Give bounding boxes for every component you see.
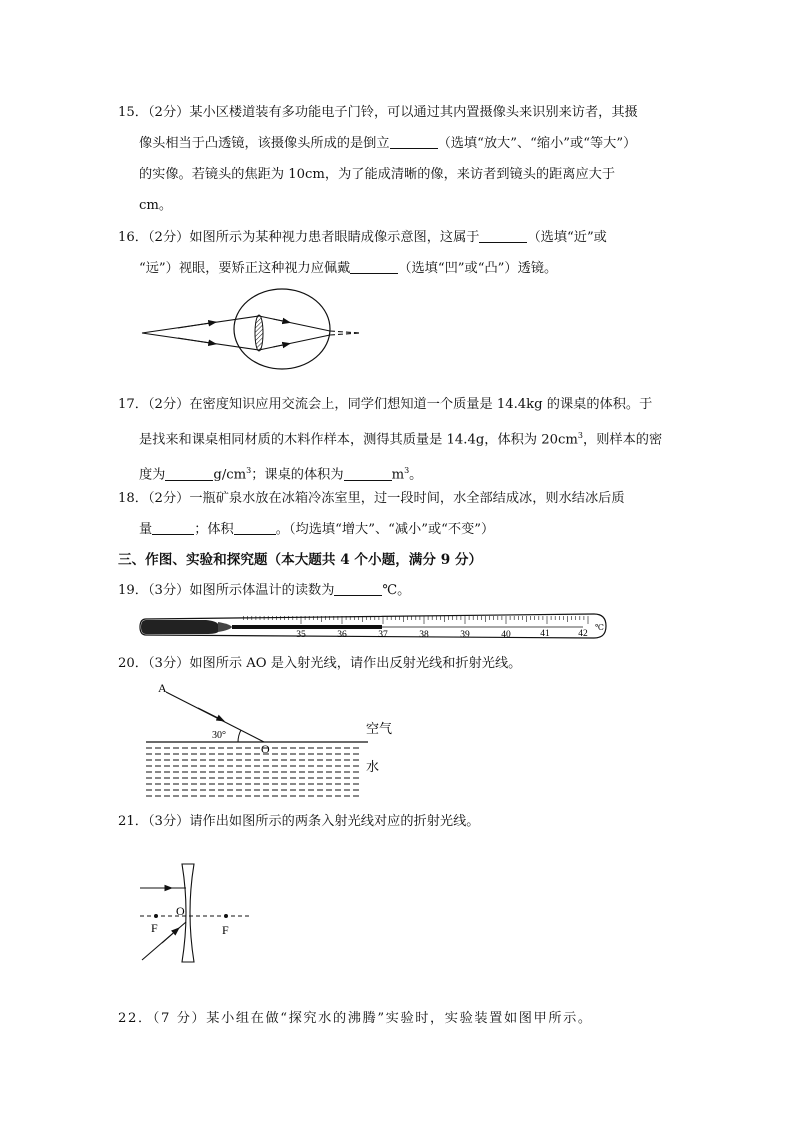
q19-text: 19．（3分）如图所示体温计的读数为 bbox=[118, 583, 335, 598]
tick-label-39: 39 bbox=[460, 630, 470, 640]
q17-unit-density: g/cm bbox=[213, 467, 247, 483]
incident-ray-oblique-arrow bbox=[162, 928, 179, 943]
answer-blank[interactable] bbox=[152, 520, 194, 535]
q15-line-1: 15．（2分）某小区楼道装有多功能电子门铃，可以通过其内置摄像头来识别来访者，其摄 bbox=[118, 105, 638, 120]
tick-label-38: 38 bbox=[419, 630, 429, 640]
optical-center-label: O bbox=[176, 904, 185, 918]
q17-line-2b: ，则样本的密 bbox=[583, 432, 663, 448]
answer-blank[interactable] bbox=[334, 581, 382, 596]
ray-arrow bbox=[273, 344, 290, 348]
q15-line-4: cm。 bbox=[139, 198, 173, 213]
ray-arrow bbox=[178, 322, 216, 328]
tick-label-42: 42 bbox=[578, 629, 588, 639]
ray-arrow bbox=[273, 319, 290, 323]
section-3-heading: 三、作图、实验和探究题（本大题共 4 个小题，满分 9 分） bbox=[118, 552, 483, 568]
tick-label-37: 37 bbox=[378, 630, 388, 640]
q17-line-3a: 度为 bbox=[139, 467, 166, 483]
angle-label: 30° bbox=[212, 730, 226, 741]
tick-label-36: 36 bbox=[337, 630, 347, 640]
tick-label-35: 35 bbox=[296, 630, 306, 640]
q17-line-3c: ；课桌的体积为 bbox=[251, 467, 344, 483]
q16-line-1b: （选填“近”或 bbox=[527, 230, 607, 245]
q18-line-2a: 量 bbox=[139, 522, 153, 537]
eye-lens bbox=[255, 315, 263, 351]
water-label: 水 bbox=[366, 759, 380, 774]
answer-blank[interactable] bbox=[390, 134, 438, 149]
question-17 bbox=[118, 389, 678, 491]
point-O-label: O bbox=[261, 742, 270, 756]
water-region bbox=[146, 748, 362, 796]
q16-line-2a: “远”）视眼，要矫正这种视力应佩戴 bbox=[139, 261, 351, 276]
air-label: 空气 bbox=[366, 721, 393, 736]
focus-left bbox=[154, 914, 158, 918]
question-21 bbox=[118, 806, 678, 837]
eyeball-outline bbox=[234, 289, 330, 369]
answer-blank[interactable] bbox=[234, 520, 276, 535]
q18-line-1: 18．（2分）一瓶矿泉水放在冰箱冷冻室里，过一段时间，水全部结成冰，则水结冰后质 bbox=[118, 491, 625, 506]
eye-diagram bbox=[138, 288, 368, 370]
question-15 bbox=[118, 97, 678, 221]
answer-blank[interactable] bbox=[165, 466, 213, 481]
answer-blank[interactable] bbox=[350, 259, 398, 274]
q21-text: 21．（3分）请作出如图所示的两条入射光线对应的折射光线。 bbox=[118, 814, 480, 829]
extended-ray-dashed bbox=[330, 333, 360, 335]
tick-label-41: 41 bbox=[540, 629, 550, 639]
question-16 bbox=[118, 222, 678, 284]
superscript: 3 bbox=[577, 431, 584, 440]
thermometer bbox=[138, 610, 610, 644]
question-18 bbox=[118, 483, 678, 545]
refracted-ray bbox=[259, 335, 330, 350]
q16-line-2b: （选填“凹”或“凸”）透镜。 bbox=[398, 261, 558, 276]
extended-ray-dashed bbox=[330, 331, 360, 333]
superscript: 3 bbox=[404, 466, 410, 476]
point-A-label: A bbox=[158, 681, 167, 695]
focus-right-label: F bbox=[222, 923, 229, 937]
q19-unit: ℃。 bbox=[382, 583, 411, 598]
focus-right bbox=[224, 914, 228, 918]
incident-ray-arrow bbox=[198, 708, 224, 721]
question-22 bbox=[118, 1003, 678, 1034]
question-20 bbox=[118, 648, 678, 679]
concave-lens-diagram bbox=[138, 862, 254, 966]
thermometer-bulb bbox=[141, 620, 218, 634]
q20-text: 20．（3分）如图所示 AO 是入射光线，请作出反射光线和折射光线。 bbox=[118, 656, 522, 671]
q16-line-1a: 16．（2分）如图所示为某种视力患者眼睛成像示意图，这属于 bbox=[118, 230, 480, 245]
q17-unit-volume: m bbox=[391, 467, 405, 483]
q17-line-1: 17．（2分）在密度知识应用交流会上，同学们想知道一个质量是 14.4kg 的课桌的体积。于 bbox=[118, 397, 653, 412]
q15-line-2b: （选填“放大”、“缩小”或“等大”） bbox=[437, 136, 637, 151]
refracted-ray bbox=[259, 316, 330, 331]
answer-blank[interactable] bbox=[344, 466, 392, 481]
focus-left-label: F bbox=[151, 921, 158, 935]
answer-blank[interactable] bbox=[479, 228, 527, 243]
q15-line-3: 的实像。若镜头的焦距为 10cm，为了能成清晰的像，来访者到镜头的距离应大于 bbox=[139, 167, 616, 182]
q17-line-3e: 。 bbox=[409, 467, 423, 483]
q17-line-2a: 是找来和课桌相同材质的木料作样本，测得其质量是 14.4g，体积为 20cm bbox=[139, 432, 578, 448]
angle-arc bbox=[238, 730, 241, 742]
ray-arrow bbox=[178, 338, 216, 344]
unit-celsius: ℃ bbox=[595, 623, 604, 632]
question-19 bbox=[118, 575, 678, 606]
superscript: 3 bbox=[246, 466, 252, 476]
refraction-diagram bbox=[140, 680, 410, 804]
q18-line-2b: ；体积 bbox=[194, 522, 234, 537]
q15-line-2a: 像头相当于凸透镜，该摄像头所成的是倒立 bbox=[139, 136, 390, 151]
tick-label-40: 40 bbox=[501, 630, 511, 640]
q18-line-2c: 。（均选填“增大”、“减小”或“不变”） bbox=[275, 522, 495, 537]
q22-text: 22．（7 分）某小组在做“探究水的沸腾”实验时，实验装置如图甲所示。 bbox=[118, 1011, 593, 1026]
